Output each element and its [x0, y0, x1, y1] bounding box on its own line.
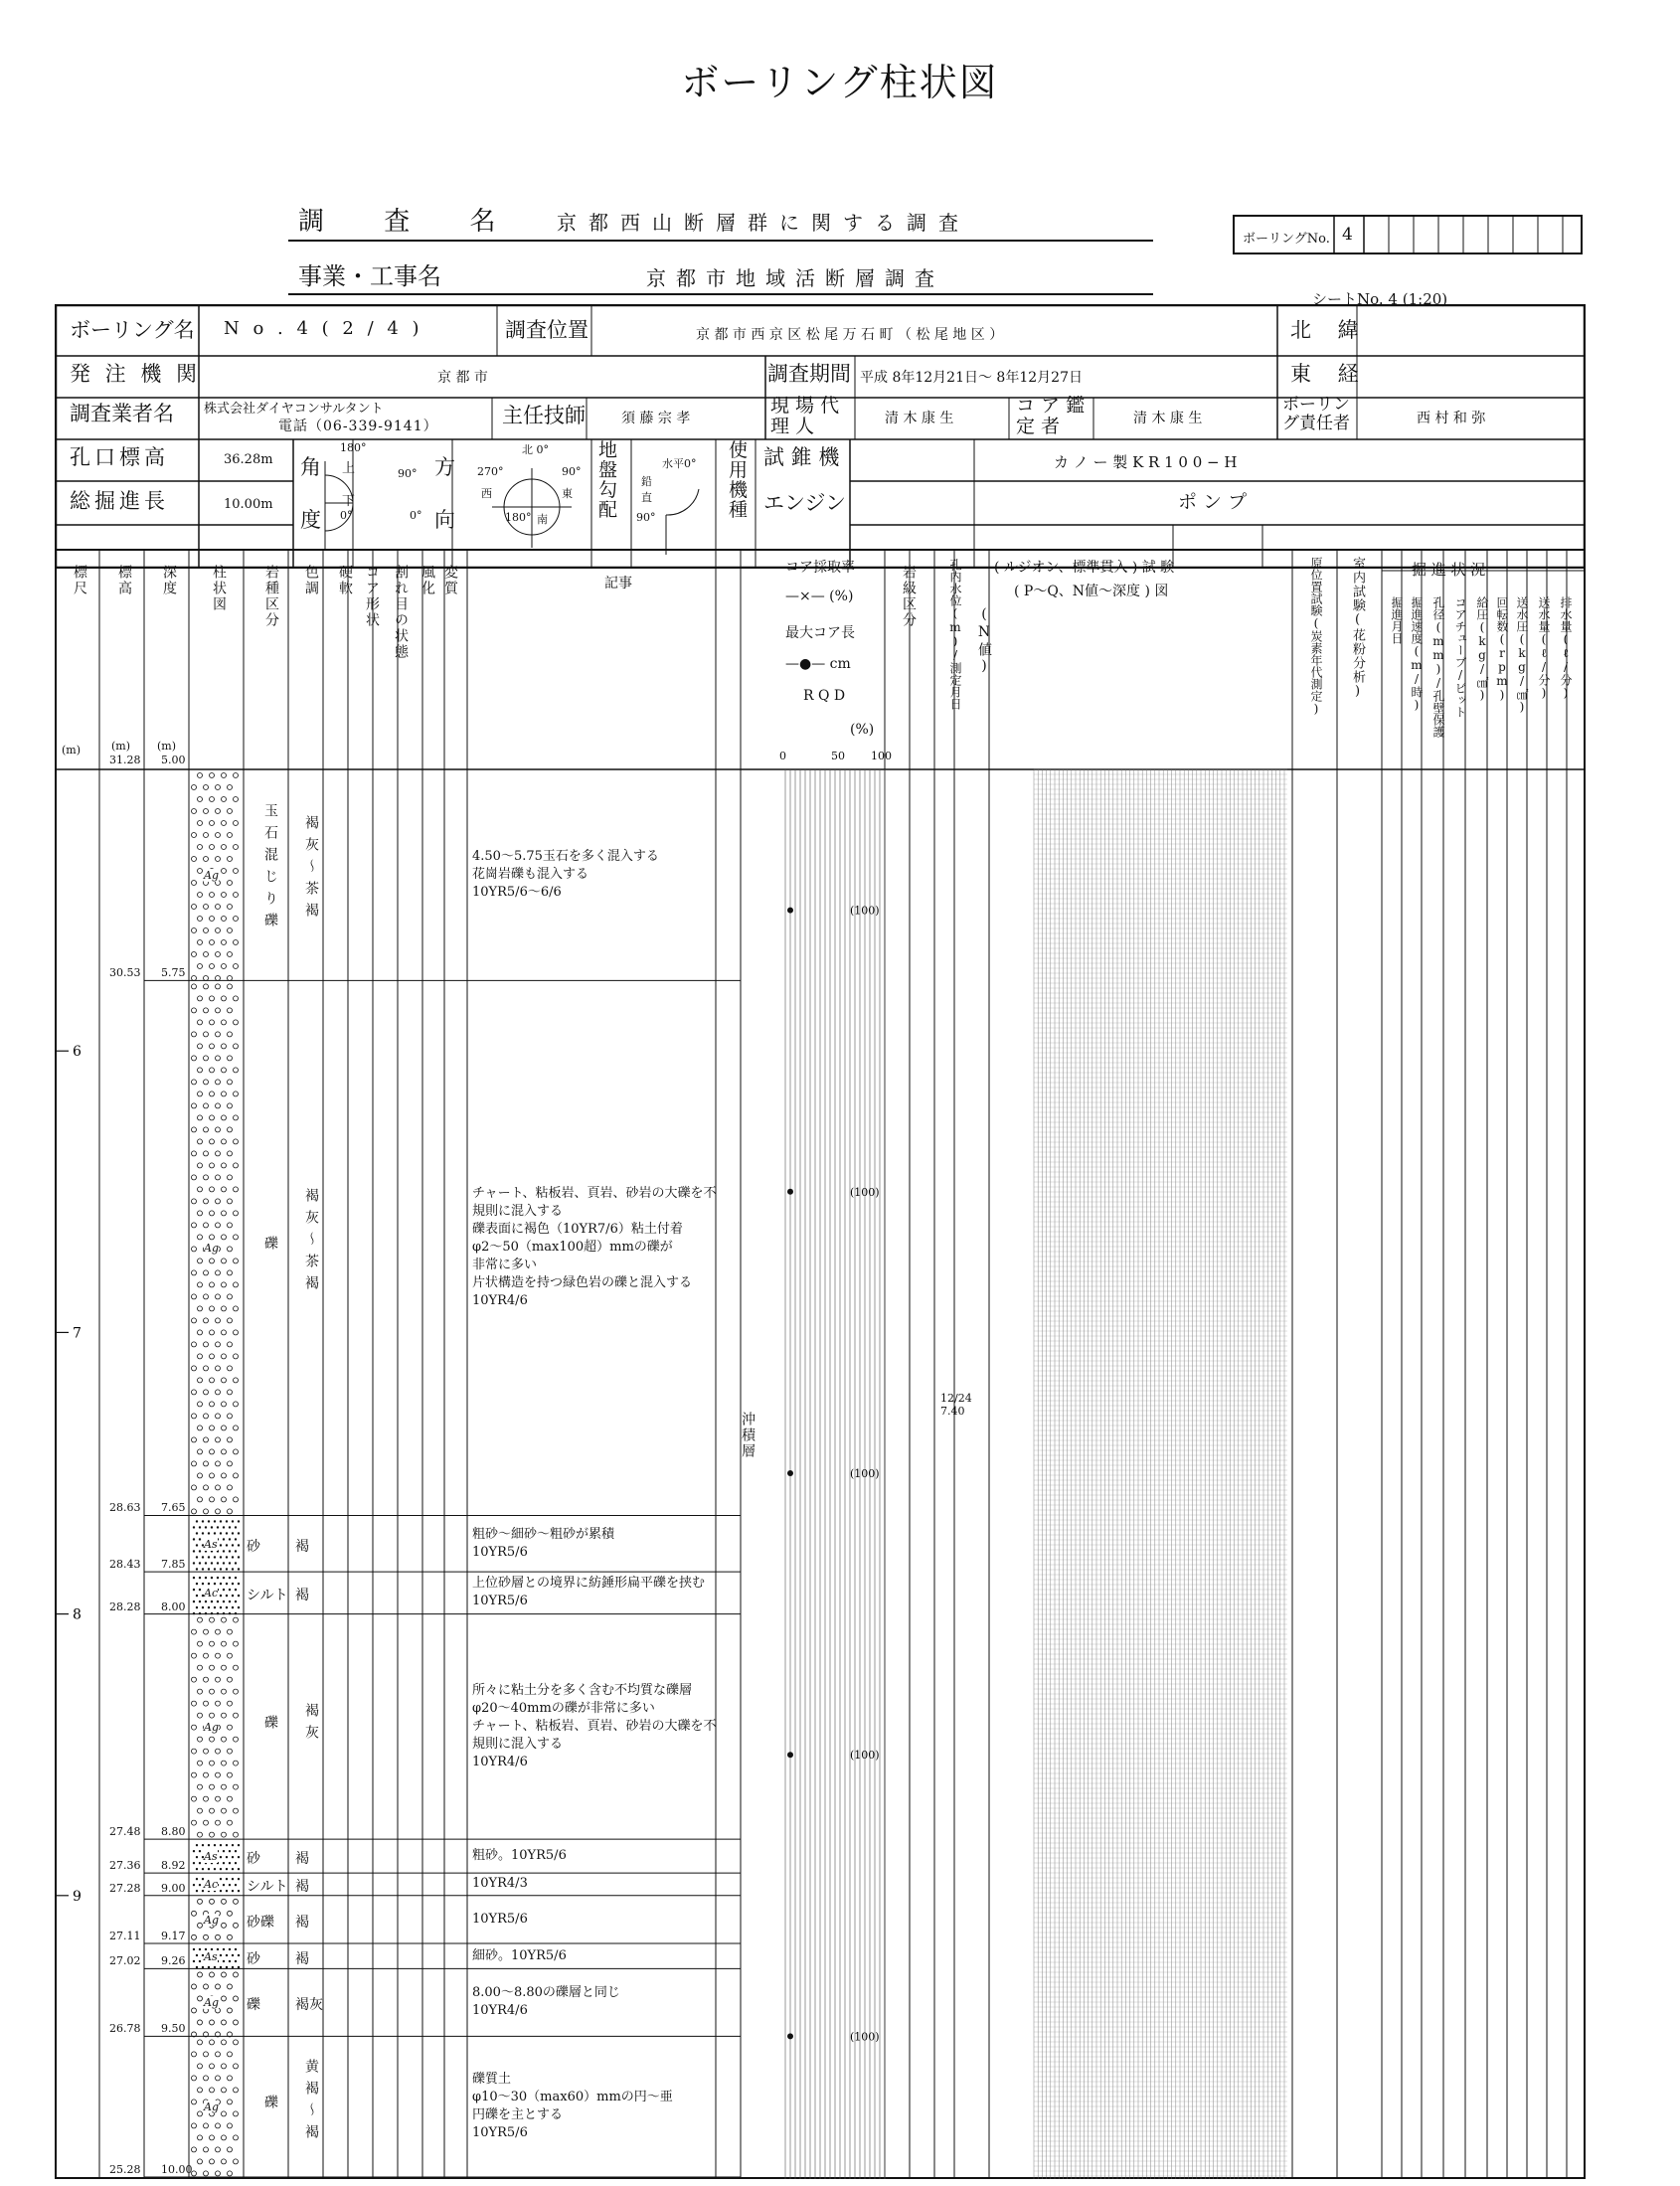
- core-rate-label: (100): [850, 1749, 880, 1763]
- boring-resp-label: ボーリン グ責任者: [1282, 395, 1350, 433]
- unit-elev: (m): [111, 740, 131, 753]
- location-value: 京 都 市 西 京 区 松 尾 万 石 町 （ 松 尾 地 区 ）: [696, 327, 1004, 343]
- col-lab: 室内試験(花粉分析): [1350, 557, 1365, 700]
- layer-symbol: Ag: [204, 1242, 219, 1256]
- layer-depth: 7.85: [161, 1558, 186, 1572]
- layer-depth: 7.65: [161, 1501, 186, 1515]
- col-water: 孔内水位(m)/測定月日: [948, 559, 962, 710]
- engine-label: エンジン: [763, 491, 846, 515]
- client-value: 京 都 市: [437, 370, 488, 386]
- prog-col-4: コアチューブ/ビット: [1453, 596, 1467, 718]
- layer-desc: 粗砂〜細砂〜粗砂が累積 10YR5/6: [472, 1526, 615, 1560]
- layer-symbol: As: [204, 1537, 218, 1551]
- prog-col-2: 掘進速度(m/時): [1410, 596, 1424, 712]
- col-elev: 標高: [116, 565, 132, 596]
- engineer-label: 主任技師: [502, 404, 586, 427]
- layer-rock: 砂: [247, 1851, 260, 1868]
- core-rate-label: (100): [850, 2030, 880, 2044]
- col-grade: 岩級区分: [901, 565, 917, 628]
- project-label: 事業・工事名: [298, 262, 441, 290]
- layer-symbol: Ag: [204, 2101, 219, 2114]
- agent-label: 現 場 代 理 人: [770, 395, 840, 437]
- core-label: コ ア 鑑 定 者: [1016, 395, 1086, 437]
- boring-name-value: N o . 4 ( 2 / 4 ): [224, 318, 423, 339]
- contractor-tel: 電話（06-339-9141）: [278, 419, 438, 434]
- layer-color: 褐: [295, 1914, 309, 1931]
- water-level: 7.40: [940, 1405, 965, 1418]
- col-max-core: 最大コア長: [785, 625, 855, 641]
- slope-mark-90: 90°: [636, 511, 656, 524]
- prog-col-1: 掘進月日: [1390, 596, 1404, 644]
- col-scale: 標尺: [72, 565, 87, 596]
- angle-mark-up: 上: [342, 461, 356, 476]
- rqd-tick-100: 100: [871, 750, 892, 762]
- col-weather: 風化: [420, 565, 435, 596]
- col-rock: 岩種区分: [263, 565, 279, 628]
- layer-symbol: As: [204, 1949, 218, 1963]
- layer-desc: 上位砂層との境界に紡錘形扁平礫を挟む 10YR5/6: [472, 1576, 706, 1609]
- layer-depth: 8.92: [161, 1859, 186, 1873]
- machine-label: 使用機種: [729, 439, 749, 521]
- depth-tick-label: 8: [73, 1606, 82, 1623]
- col-depth: 深度: [161, 565, 177, 596]
- layer-color: 褐灰: [303, 1702, 319, 1747]
- layer-rock: 礫: [262, 1714, 278, 1737]
- layer-color: 褐: [295, 1950, 309, 1967]
- prog-col-7: 送水圧(kg/㎠): [1515, 596, 1529, 714]
- layer-rock: 玉石混じり礫: [262, 803, 278, 935]
- layer-elev: 28.43: [109, 1558, 141, 1572]
- pump-label: ポ ン プ: [1178, 491, 1248, 513]
- layer-elev: 27.11: [109, 1929, 141, 1942]
- angle-mark-down: 下: [342, 494, 356, 509]
- survey-name-value: 京都西山断層群に関する調査: [557, 211, 970, 235]
- layer-elev: 27.36: [109, 1859, 141, 1873]
- sheet-label: シートNo. 4 (1:20): [1312, 290, 1448, 308]
- prog-col-8: 送水量(ℓ/分): [1537, 596, 1551, 700]
- slope-label: 地盤勾配: [598, 439, 618, 521]
- core-point: [787, 1189, 793, 1195]
- water-date: 12/24: [940, 1392, 972, 1405]
- angle-mark-90: 90°: [398, 467, 418, 480]
- agent-value: 清 木 康 生: [885, 411, 954, 426]
- layer-rock: 礫: [247, 1997, 260, 2014]
- layer-color: 褐: [295, 1588, 309, 1604]
- dir-mark-east: 東: [562, 487, 573, 500]
- core-rate-label: (100): [850, 904, 880, 918]
- layer-elev: 25.28: [109, 2163, 141, 2176]
- core-rate-label: (100): [850, 1185, 880, 1199]
- col-progress: 掘 進 状 況: [1412, 561, 1486, 579]
- layer-desc: 4.50〜5.75玉石を多く混入する 花崗岩礫も混入する 10YR5/6〜6/6: [472, 849, 659, 901]
- rqd-tick-0: 0: [779, 750, 786, 762]
- layer-symbol: Ag: [204, 869, 219, 883]
- layer-color: 褐灰〜茶褐: [303, 1188, 319, 1298]
- layer-symbol: Ag: [204, 1913, 219, 1927]
- survey-name-label: 調 査 名: [298, 207, 522, 237]
- boring-no-cells: [1235, 217, 1583, 254]
- layer-symbol: Ac: [204, 1878, 219, 1892]
- layer-symbol: Ac: [204, 1587, 219, 1600]
- boring-no-box: [1233, 215, 1583, 254]
- layer-desc: 細砂。10YR5/6: [472, 1947, 567, 1963]
- layer-depth: 9.26: [161, 1954, 186, 1968]
- layer-color: 褐灰〜茶褐: [303, 815, 319, 925]
- col-alter: 変質: [442, 565, 458, 596]
- length-label: 総掘進長: [70, 489, 169, 513]
- drill-label: 試 錐 機: [763, 445, 840, 469]
- layer-color: 褐灰: [295, 1997, 323, 2014]
- unit-scale: (m): [62, 744, 82, 757]
- col-core-rate-unit: —×— (%): [785, 589, 854, 604]
- length-value: 10.00m: [224, 497, 273, 512]
- dir-mark-270: 270°: [477, 465, 504, 478]
- stratum-label: 沖積層: [740, 1412, 756, 1459]
- project-underline: [288, 293, 1153, 295]
- layer-color: 黄褐〜褐: [303, 2059, 319, 2147]
- core-point: [787, 2033, 793, 2039]
- layer-rock: 礫: [262, 2095, 278, 2117]
- layer-color: 褐: [295, 1538, 309, 1555]
- layer-rock: シルト: [247, 1879, 288, 1896]
- prog-col-5: 給圧(kg/㎠): [1475, 596, 1489, 702]
- depth-tick-label: 6: [73, 1044, 82, 1061]
- angle-label: 角 度: [300, 455, 321, 532]
- drill-value: カ ノ ー 製 K R 1 0 0 − H: [1054, 453, 1238, 471]
- boring-resp-value: 西 村 和 弥: [1417, 411, 1486, 426]
- layer-color: 褐: [295, 1879, 309, 1896]
- east-long-label: 東 経: [1290, 362, 1369, 386]
- layer-elev: 27.02: [109, 1954, 141, 1968]
- layer-rock: 砂礫: [247, 1914, 274, 1931]
- layer-depth: 9.50: [161, 2022, 186, 2036]
- layer-desc: 粗砂。10YR5/6: [472, 1848, 567, 1864]
- period-label: 調査期間: [767, 362, 851, 386]
- client-label: 発 注 機 関: [70, 362, 202, 386]
- layer-elev: 27.48: [109, 1825, 141, 1839]
- boring-no-label: ボーリングNo.: [1243, 232, 1330, 247]
- location-label: 調査位置: [505, 318, 588, 342]
- layer-symbol: Ag: [204, 1996, 219, 2010]
- direction-label: 方 向: [434, 455, 455, 532]
- engineer-value: 須 藤 宗 孝: [621, 411, 691, 426]
- layer-desc: 8.00〜8.80の礫層と同じ 10YR4/6: [472, 1985, 620, 2019]
- north-lat-label: 北 緯: [1290, 318, 1369, 342]
- layer-rock: 礫: [262, 1236, 278, 1259]
- slope-mark-vert: 鉛直: [641, 475, 652, 504]
- layer-desc: 10YR5/6: [472, 1911, 528, 1927]
- col-max-core-unit: —●— cm: [785, 656, 851, 672]
- angle-mark-180: 180°: [340, 441, 367, 454]
- core-point: [787, 1470, 793, 1476]
- layer-desc: チャート、粘板岩、頁岩、砂岩の大礫を不 規則に混入する 礫表面に褐色（10YR7/6）粘土付着 φ2〜50（max100超）mmの礫が 非常に多い 片状構造を持つ緑色岩の礫と混入する 10YR4/6: [472, 1186, 717, 1309]
- contractor-value: 株式会社ダイヤコンサルタント: [204, 402, 384, 417]
- layer-rock: 砂: [247, 1950, 260, 1967]
- col-color: 色調: [303, 565, 319, 596]
- dir-mark-north: 北 0°: [522, 443, 549, 456]
- layer-depth: 8.80: [161, 1825, 186, 1839]
- dir-mark-90: 90°: [562, 465, 582, 478]
- layer-symbol: As: [204, 1850, 218, 1864]
- layer-depth: 8.00: [161, 1599, 186, 1613]
- core-point: [787, 1752, 793, 1758]
- slope-mark-horiz: 水平0°: [662, 457, 697, 470]
- layer-elev: 30.53: [109, 966, 141, 980]
- elevation-value: 36.28m: [224, 452, 273, 467]
- top-elev: 31.28: [109, 754, 141, 766]
- prog-col-6: 回転数(rpm): [1495, 596, 1509, 702]
- dir-mark-180: 180°: [505, 511, 532, 524]
- col-crack: 割れ目の状態: [393, 565, 409, 660]
- boring-name-label: ボーリング名: [70, 318, 195, 342]
- dir-mark-south: 南: [537, 513, 548, 526]
- layer-depth: 5.75: [161, 966, 186, 980]
- project-value: 京都市地域活断層調査: [646, 266, 944, 290]
- col-col: 柱状図: [211, 565, 227, 612]
- layer-elev: 27.28: [109, 1881, 141, 1895]
- contractor-label: 調査業者名: [70, 402, 174, 425]
- layer-symbol: Ag: [204, 1720, 219, 1734]
- layer-rock: シルト: [247, 1588, 288, 1604]
- prog-col-9: 排水量(ℓ/分): [1559, 596, 1573, 700]
- col-core: コア形状: [364, 565, 380, 628]
- survey-name-underline: [288, 240, 1153, 242]
- rqd-tick-50: 50: [831, 750, 845, 762]
- layer-desc: 10YR4/3: [472, 1876, 528, 1892]
- angle-mark-0a: 0°: [340, 509, 353, 522]
- boring-no-value: 4: [1342, 225, 1353, 245]
- col-lugeon2: ( P〜Q、N値〜深度 ) 図: [1014, 584, 1169, 599]
- layer-desc: 所々に粘土分を多く含む不均質な礫層 φ20〜40mmの礫が非常に多い チャート、粘板岩、頁岩、砂岩の大礫を不 規則に混入する 10YR4/6: [472, 1682, 717, 1769]
- layer-depth: 9.00: [161, 1881, 186, 1895]
- period-value: 平成 8年12月21日〜 8年12月27日: [860, 370, 1083, 386]
- col-hard: 硬軟: [337, 565, 353, 596]
- log-table: [55, 549, 1586, 2179]
- layer-depth: 10.00: [161, 2163, 193, 2176]
- col-desc: 記事: [604, 576, 632, 591]
- dir-mark-west: 西: [481, 487, 492, 500]
- layer-depth: 9.17: [161, 1929, 186, 1942]
- layer-desc: 礫質土 φ10〜30（max60）mmの円〜亜 円礫を主とする 10YR5/6: [472, 2072, 673, 2141]
- top-depth: 5.00: [161, 754, 186, 766]
- core-point: [787, 908, 793, 914]
- layer-elev: 28.63: [109, 1501, 141, 1515]
- col-rqd: R Q D: [803, 688, 846, 704]
- layer-elev: 28.28: [109, 1599, 141, 1613]
- page-title: ボーリング柱状図: [681, 61, 999, 104]
- depth-tick-label: 9: [73, 1888, 82, 1905]
- depth-tick-label: 7: [73, 1325, 82, 1342]
- layer-color: 褐: [295, 1851, 309, 1868]
- col-rqd-unit: (%): [850, 722, 875, 738]
- layer-elev: 26.78: [109, 2022, 141, 2036]
- angle-mark-0b: 0°: [410, 509, 422, 522]
- layer-rock: 砂: [247, 1538, 260, 1555]
- col-insitu: 原位置試験(炭素年代測定): [1309, 557, 1323, 716]
- col-lugeon: ( ルジオン、標準貫入 ) 試 験: [994, 560, 1175, 576]
- col-core-rate: コア採取率: [785, 560, 855, 576]
- unit-depth: (m): [157, 740, 177, 753]
- elevation-label: 孔口標高: [70, 445, 169, 469]
- prog-col-3: 孔径(mm)/孔壁保護: [1431, 596, 1445, 738]
- core-rate-label: (100): [850, 1467, 880, 1480]
- core-value: 清 木 康 生: [1133, 411, 1203, 426]
- col-nval: (N値): [976, 606, 992, 676]
